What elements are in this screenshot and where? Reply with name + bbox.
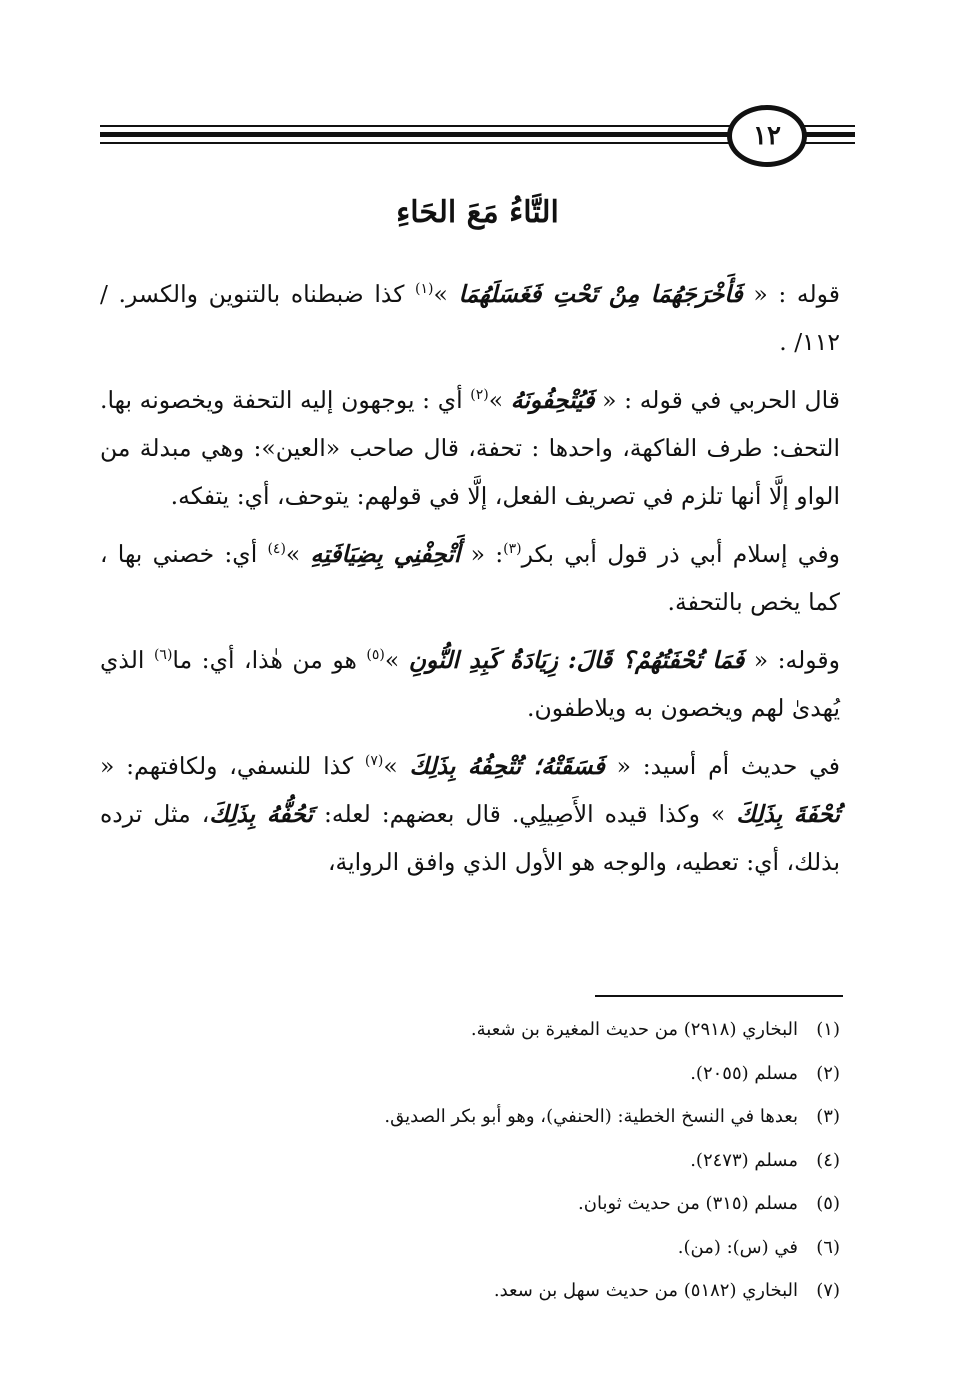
hadith-quote: أَتْحِفْنِي بِضِيَافَتِهِ xyxy=(310,540,461,568)
paragraph-5 xyxy=(100,742,840,886)
text-run: وفي إسلام أبي ذر قول أبي بكر xyxy=(521,540,840,568)
footnote-text: البخاري (٥١٨٢) من حديث سهل بن سعد. xyxy=(493,1280,798,1301)
footnote-number: (٤) xyxy=(816,1149,840,1171)
text-run: كذا للنسفي، ولكافتهم: « xyxy=(100,752,365,780)
footnote-ref: (١) xyxy=(415,281,434,298)
paragraph-4 xyxy=(100,636,840,732)
footnote-divider xyxy=(595,995,843,997)
footnote-ref: (٦) xyxy=(153,647,173,664)
text-run: وقوله: « xyxy=(744,646,840,674)
section-title: التَّاءُ مَعَ الحَاءِ xyxy=(396,195,559,230)
hadith-quote: فَمَا تُحْفَتُهُمْ؟ قَالَ: زِيَادَةُ كَبِدِ النُّونِ xyxy=(408,646,745,674)
footnotes xyxy=(100,1008,840,1313)
footnote-item xyxy=(100,1182,840,1226)
footnote-number: (٣) xyxy=(816,1106,840,1127)
footnote-item xyxy=(100,1052,840,1096)
footnote-ref: (٣) xyxy=(503,541,522,558)
footnote-text: بعدها في النسخ الخطية: (الحنفي)، وهو أبو بكر الصديق. xyxy=(384,1106,798,1127)
text-run: » xyxy=(384,646,409,674)
hadith-quote: فَيُتْحِفُونَهُ xyxy=(510,386,595,414)
text-run: قال الحربي في قوله : « xyxy=(594,386,840,414)
text-run: » xyxy=(383,752,410,780)
paragraph-1 xyxy=(100,270,840,366)
hadith-quote: فَأَخْرَجَهُمَا مِنْ تَحْتِ فَغَسَلَهُمَا xyxy=(458,280,743,308)
footnote-text: البخاري (٢٩١٨) من حديث المغيرة بن شعبة. xyxy=(470,1019,798,1040)
footnote-number: (٢) xyxy=(816,1062,840,1084)
text-run: كذا ضبطناه بالتنوين والكسر. /١١٢/ . xyxy=(100,280,840,356)
footnote-item xyxy=(100,1139,840,1183)
text-run: هو من هٰذا، أي: ما xyxy=(172,646,367,674)
footnote-ref: (٥) xyxy=(366,647,385,664)
page-header xyxy=(0,95,955,195)
text-run: أي: خصني بها ، كما يخص بالتحفة. xyxy=(100,540,840,616)
footnote-text: مسلم (٢٤٧٣). xyxy=(690,1149,798,1171)
footnote-item xyxy=(100,1226,840,1270)
footnote-item xyxy=(100,1269,840,1313)
footnote-number: (١) xyxy=(816,1019,840,1040)
footnote-text: مسلم (٢٠٥٥). xyxy=(690,1062,798,1084)
page-number: ١٢ xyxy=(727,105,807,167)
footnote-ref: (٢) xyxy=(470,387,489,404)
main-text xyxy=(100,270,840,896)
text-run: الذي يُهدىٰ لهم ويخصون به ويلاطفون. xyxy=(100,646,840,722)
footnote-number: (٦) xyxy=(816,1236,840,1258)
hadith-quote: تَحُفُّهُ بِذَلِكَ xyxy=(209,800,314,828)
paragraph-2 xyxy=(100,376,840,520)
footnote-item xyxy=(100,1008,840,1052)
text-run: قوله : « xyxy=(742,280,840,308)
paragraph-3 xyxy=(100,530,840,626)
text-run: » xyxy=(285,540,311,568)
footnote-item xyxy=(100,1095,840,1139)
text-run: في حديث أم أسيد: « xyxy=(604,752,840,780)
text-run: » xyxy=(433,280,459,308)
text-run: ، مثل ترده بذلك، أي: تعطيه، والوجه هو الأول الذي وافق الرواية، xyxy=(100,800,840,876)
footnote-ref: (٤) xyxy=(267,541,286,558)
footnote-ref: (٧) xyxy=(364,753,384,770)
hadith-quote: فَسَقَتْهُ؛ تُتْحِفُهُ بِذَلِكَ xyxy=(409,752,605,780)
text-run: : « xyxy=(460,540,504,568)
text-run: » وكذا قيده الأَصِيلِي. قال بعضهم: لعله: xyxy=(313,800,737,828)
footnote-text: مسلم (٣١٥) من حديث ثوبان. xyxy=(578,1193,798,1214)
text-run: أي : يوجهون إليه التحفة ويخصونه بها. التحف: طرف الفاكهة، واحدها : تحفة، قال صاحب «العين»: وهي مبدلة من الواو إلَّا أنها تلزم في تصريف الفعل، إلَّا في قولهم: يتوحف، أي: يتفكه. xyxy=(100,386,840,510)
footnote-number: (٧) xyxy=(816,1280,840,1301)
text-run: » xyxy=(488,386,511,414)
hadith-quote: تُحْفَةَ بِذَلِكَ xyxy=(736,800,840,828)
footnote-number: (٥) xyxy=(816,1193,840,1214)
footnote-text: في (س): (من). xyxy=(677,1236,798,1258)
